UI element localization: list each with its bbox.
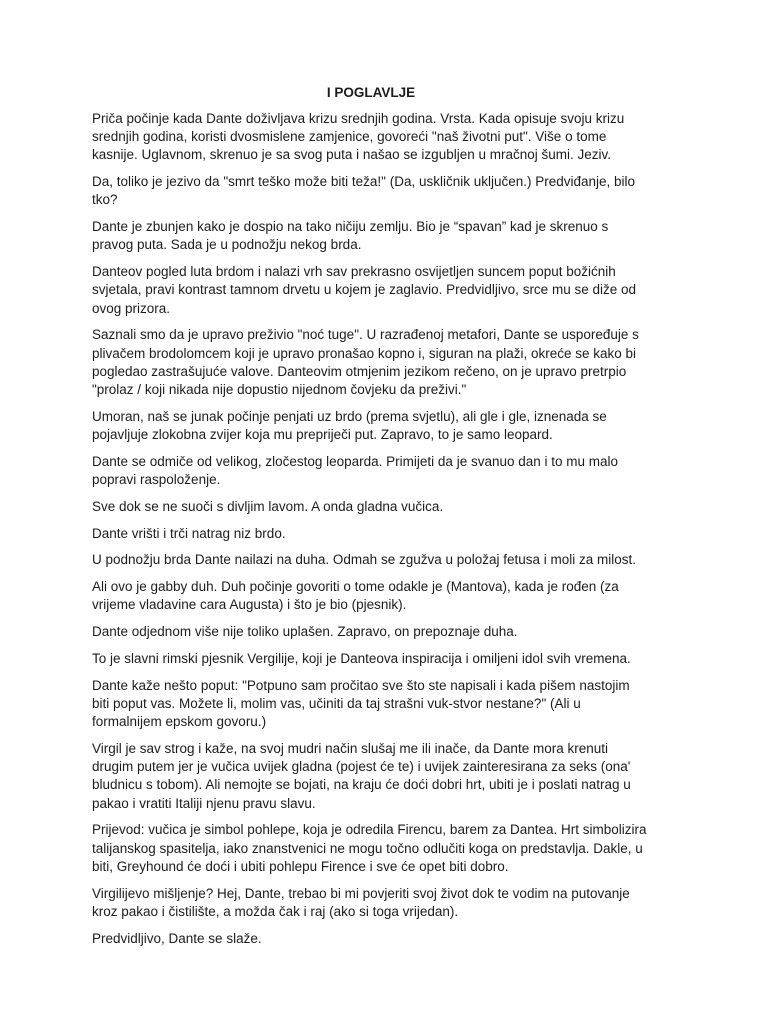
paragraph-8: Sve dok se ne suoči s divljim lavom. A onda gladna vučica. bbox=[92, 498, 444, 514]
paragraph-6: Umoran, naš se junak počinje penjati uz brdo (prema svjetlu), ali gle i gle, iznenada se pojavljuje zlokobna zvijer koja mu prepriječi put. Zapravo, to je samo leopard. bbox=[92, 408, 607, 443]
paragraph-17: Virgilijevo mišljenje? Hej, Dante, trebao bi mi povjeriti svoj život dok te vodim na putovanje kroz pakao i čistilište, a možda čak i raj (ako si toga vrijedan). bbox=[92, 885, 630, 919]
paragraph-3: Dante je zbunjen kako je dospio na tako ničiju zemlju. Bio je “spavan” kad je skrenuo s pravog puta. Sada je u podnožju nekog brda. bbox=[92, 219, 609, 253]
paragraph-12: Dante odjednom više nije toliko uplašen. Zapravo, on prepoznaje duha. bbox=[92, 624, 518, 640]
paragraph-2: Da, toliko je jezivo da "smrt teško može biti teža!" (Da, uskličnik uključen.) Predviđanje, bilo tko? bbox=[92, 174, 636, 208]
paragraph-10: U podnožju brda Dante nailazi na duha. Odmah se zgužva u položaj fetusa i moli za milost. bbox=[92, 552, 637, 568]
paragraph-15: Virgil je sav strog i kaže, na svoj mudri način slušaj me ili inače, da Dante mora krenuti drugim putem jer je vučica uvijek gladna (pojest će te) i uvijek zainteresirana za seks (ona' bludnicu s tobom). Ali nemojte se bojati, na kraju će doći dobri hrt, ubiti je i poslati natrag u pakao i vratiti Italiji njenu pravu slavu. bbox=[92, 741, 631, 811]
paragraph-7: Dante se odmiče od velikog, zločestog leoparda. Primijeti da je svanuo dan i to mu malo popravi raspoloženje. bbox=[92, 453, 619, 488]
paragraph-5: Saznali smo da je upravo preživio "noć tuge". U razrađenoj metafori, Dante se uspoređuje s plivačem brodolomcem koji je upravo pronašao kopno i, siguran na plaži, okreće se kako bi pogledao zastrašujuće valove. Danteovim otmjenim jezikom rečeno, on je upravo pretrpio "prolaz / koji nikada nije dopustio nijednom čovjeku da preživi." bbox=[92, 327, 639, 398]
chapter-title: I POGLAVLJE bbox=[326, 85, 416, 100]
paragraph-18: Predvidljivo, Dante se slaže. bbox=[92, 930, 262, 946]
paragraph-16: Prijevod: vučica je simbol pohlepe, koja je odredila Firencu, barem za Dantea. Hrt simbolizira talijanskog spasitelja, iako znanstvenici ne mogu točno odlučiti koga on predstavlja. Dakle, u biti, Greyhound će doći i ubiti pohlepu Firence i sve će opet biti dobro. bbox=[92, 822, 647, 874]
paragraph-9: Dante vrišti i trči natrag niz brdo. bbox=[92, 525, 286, 541]
paragraph-1: Priča počinje kada Dante doživljava krizu srednjih godina. Vrsta. Kada opisuje svoju krizu srednjih godina, koristi dvosmislene zamjenice, govoreći "naš životni put". Više o tome kasnije. Uglavnom, skrenuo je sa svog puta i našao se izgubljen u mračnoj šumi. Jeziv. bbox=[92, 111, 625, 163]
paragraph-11: Ali ovo je gabby duh. Duh počinje govoriti o tome odakle je (Mantova), kada je rođen (za vrijeme vladavine cara Augusta) i što je bio (pjesnik). bbox=[92, 579, 619, 613]
paragraph-13: To je slavni rimski pjesnik Vergilije, koji je Danteova inspiracija i omiljeni idol svih vremena. bbox=[92, 651, 631, 666]
paragraph-14: Dante kaže nešto poput: "Potpuno sam pročitao sve što ste napisali i kada pišem nastojim biti poput vas. Možete li, molim vas, učiniti da taj strašni vuk-stvor nestane?" (Ali u formalnijem epskom govoru.) bbox=[92, 677, 630, 730]
paragraph-4: Danteov pogled luta brdom i nalazi vrh sav prekrasno osvijetljen suncem poput božićnih svjetala, pravi kontrast tamnom drvetu u kojem je zaglavio. Predvidljivo, srce mu se diže od ovog prizora. bbox=[92, 264, 636, 316]
